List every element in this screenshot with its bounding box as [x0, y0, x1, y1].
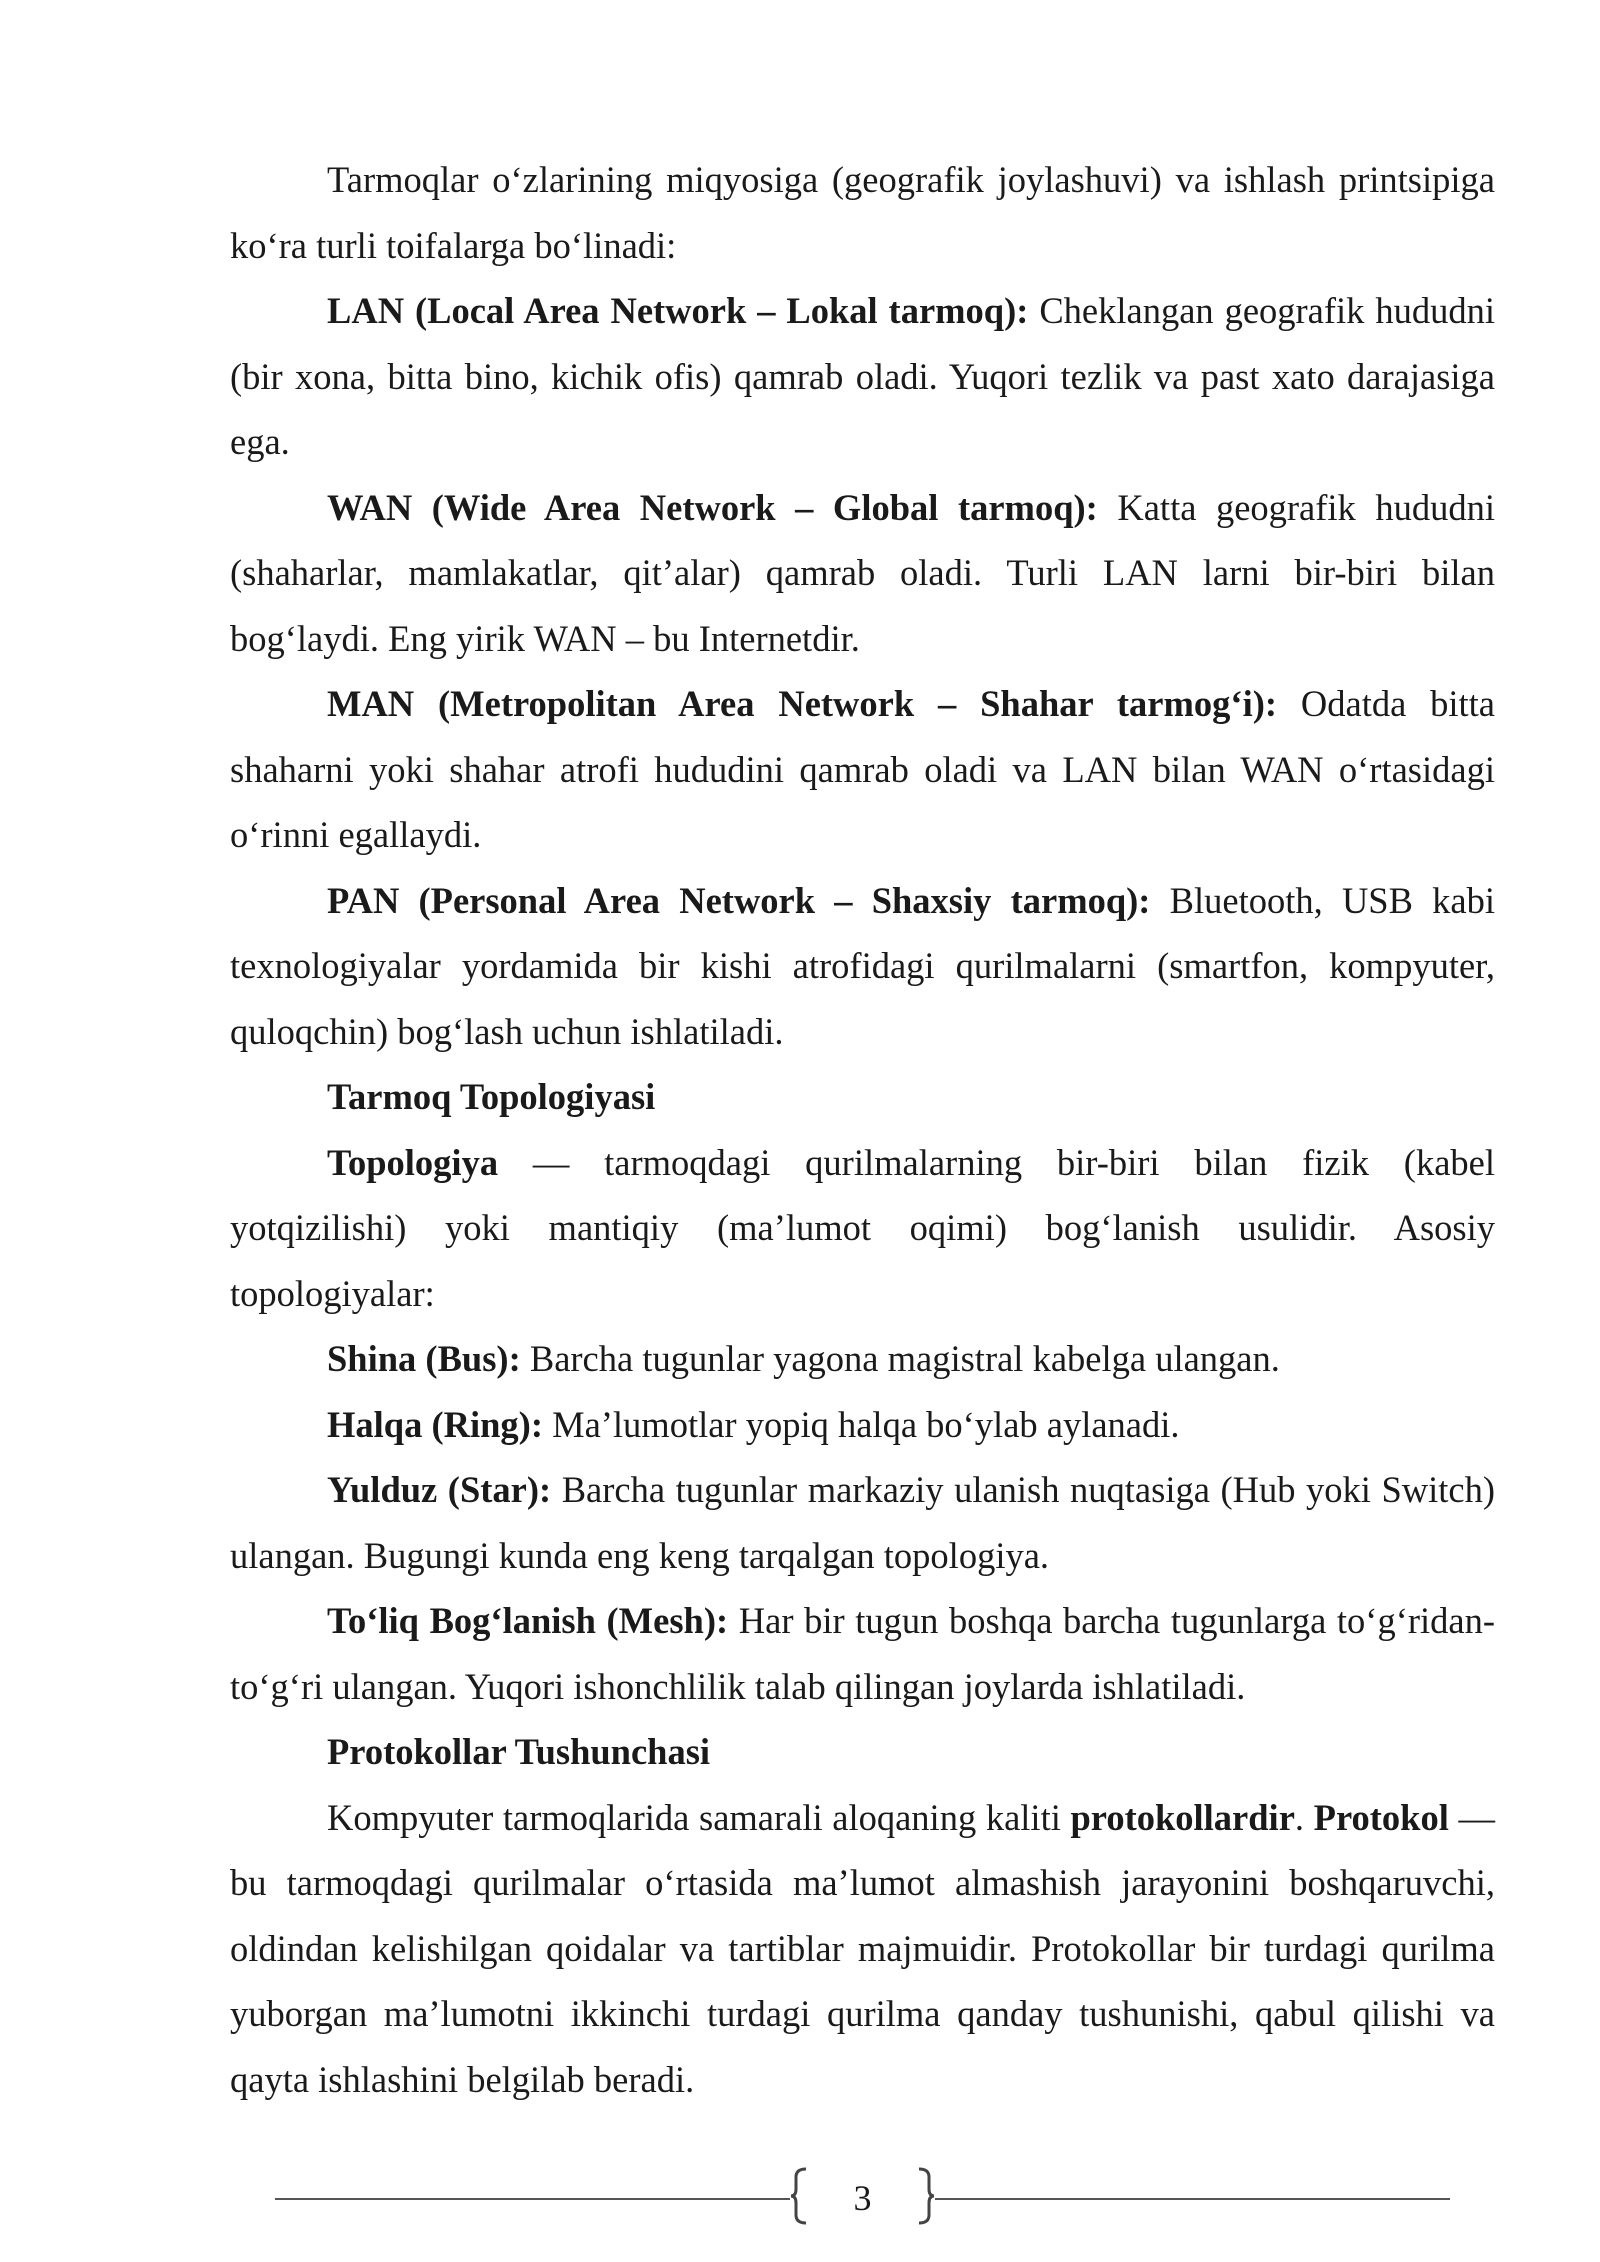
document-page	[230, 147, 1495, 2112]
bus-text: Barcha tugunlar yagona magistral kabelga ulangan.	[520, 1338, 1280, 1379]
footer-rule-right	[935, 2198, 1450, 2200]
page-number: 3	[853, 2178, 872, 2218]
protocols-text-3: — bu tarmoqdagi qurilmalar oʻrtasida ma’lumot almashish jarayonini boshqaruvchi, oldindan kelishilgan qoidalar va tartiblar majmuidir. Protokollar bir turdagi qurilma yuborgan ma’lumotni ikkinchi turdagi qurilma qanday tushunishi, qabul qilishi va qayta ishlashini belgilab beradi.	[230, 1796, 1495, 2100]
star-paragraph	[230, 1457, 1495, 1588]
left-bracket-icon	[790, 2167, 810, 2225]
man-paragraph	[230, 671, 1495, 868]
wan-text: Katta geografik hududni (shaharlar, mamlakatlar, qit’alar) qamrab oladi. Turli LAN larni bir-biri bilan bogʻlaydi. Eng yirik WAN – bu Internetdir.	[230, 486, 1495, 659]
protocols-heading: Protokollar Tushunchasi	[327, 1731, 711, 1772]
ring-term: Halqa (Ring):	[327, 1403, 543, 1445]
ring-paragraph	[230, 1392, 1495, 1458]
right-bracket-icon	[915, 2167, 935, 2225]
mesh-paragraph	[230, 1588, 1495, 1719]
star-text: Barcha tugunlar markaziy ulanish nuqtasiga (Hub yoki Switch) ulangan. Bugungi kunda eng keng tarqalgan topologiya.	[230, 1469, 1495, 1576]
intro-paragraph	[230, 147, 1495, 278]
lan-term: LAN (Local Area Network – Lokal tarmoq):	[327, 290, 1029, 331]
wan-paragraph	[230, 475, 1495, 672]
page-footer	[275, 2165, 1450, 2231]
wan-term: WAN (Wide Area Network – Global tarmoq):	[327, 486, 1098, 528]
pan-paragraph	[230, 868, 1495, 1065]
topology-heading: Tarmoq Topologiyasi	[327, 1076, 656, 1117]
man-term: MAN (Metropolitan Area Network – Shahar tarmogʻi):	[327, 683, 1278, 724]
topology-term: Topologiya	[327, 1141, 499, 1183]
man-text: Odatda bitta shaharni yoki shahar atrofi hududini qamrab oladi va LAN bilan WAN oʻrtasidagi oʻrinni egallaydi.	[230, 683, 1496, 855]
intro-text: Tarmoqlar oʻzlarining miqyosiga (geografik joylashuvi) va ishlash printsipiga koʻra turli toifalarga boʻlinadi:	[230, 159, 1495, 266]
protocols-text-1: Kompyuter tarmoqlarida samarali aloqaning kaliti	[327, 1796, 1071, 1838]
footer-rule-left	[275, 2198, 790, 2200]
bus-term: Shina (Bus):	[327, 1338, 521, 1379]
topology-text: — tarmoqdagi qurilmalarning bir-biri bilan fizik (kabel yotqizilishi) yoki mantiqiy (ma’lumot oqimi) bogʻlanish usulidir. Asosiy topologiyalar:	[230, 1141, 1495, 1314]
lan-paragraph	[230, 278, 1495, 475]
protocols-bold-2: Protokol	[1313, 1796, 1449, 1838]
pan-term: PAN (Personal Area Network – Shaxsiy tarmoq):	[327, 879, 1151, 921]
protocols-text-2: .	[1294, 1796, 1314, 1838]
star-term: Yulduz (Star):	[327, 1469, 552, 1510]
pan-text: Bluetooth, USB kabi texnologiyalar yordamida bir kishi atrofidagi qurilmalarni (smartfon, kompyuter, quloqchin) bogʻlash uchun ishlatiladi.	[230, 879, 1495, 1052]
topology-paragraph	[230, 1130, 1495, 1327]
mesh-term: Toʻliq Bogʻlanish (Mesh):	[327, 1600, 729, 1641]
mesh-text: Har bir tugun boshqa barcha tugunlarga toʻgʻridan-toʻgʻri ulangan. Yuqori ishonchlilik talab qilingan joylarda ishlatiladi.	[230, 1600, 1496, 1707]
ring-text: Ma’lumotlar yopiq halqa boʻylab aylanadi.	[542, 1403, 1180, 1445]
protocols-paragraph	[230, 1785, 1495, 2113]
protocols-bold-1: protokollardir	[1070, 1796, 1295, 1838]
lan-text: Cheklangan geografik hududni (bir xona, bitta bino, kichik ofis) qamrab oladi. Yuqori tezlik va past xato darajasiga ega.	[230, 290, 1495, 462]
bus-paragraph	[230, 1326, 1495, 1392]
